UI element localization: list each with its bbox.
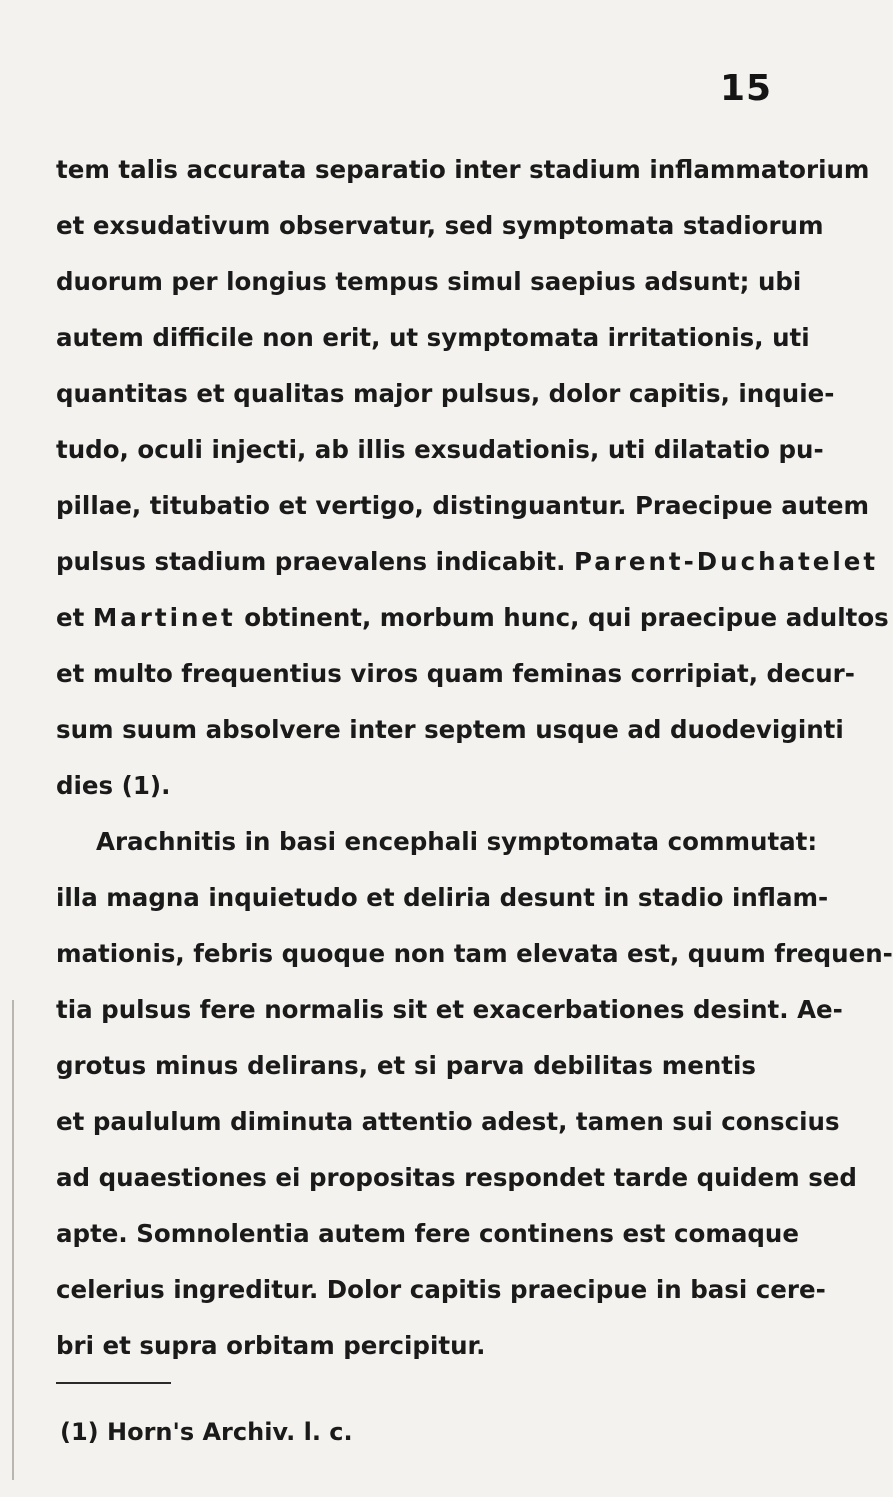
page-number: 15 <box>720 68 773 109</box>
text-line: et exsudativum observatur, sed symptomata stadiorum <box>56 211 824 240</box>
body-text <box>56 142 893 1374</box>
text-line: celerius ingreditur. Dolor capitis praecipue in basi cere- <box>56 1275 826 1304</box>
margin-shadow <box>12 1000 14 1480</box>
author-name: Martinet <box>92 603 236 632</box>
text-line: duorum per longius tempus simul saepius adsunt; ubi <box>56 267 802 296</box>
text-line: ad quaestiones ei propositas respondet tarde quidem sed <box>56 1163 857 1192</box>
text-line: et multo frequentius viros quam feminas corripiat, decur- <box>56 659 855 688</box>
text-line: tia pulsus fere normalis sit et exacerbationes desint. Ae- <box>56 995 843 1024</box>
text-line: autem difficile non erit, ut symptomata irritationis, uti <box>56 323 810 352</box>
text-line: grotus minus delirans, et si parva debilitas mentis <box>56 1051 756 1080</box>
text-line: et paululum diminuta attentio adest, tamen sui conscius <box>56 1107 840 1136</box>
text-line-with-name <box>56 534 879 590</box>
footnote: (1) Horn's Archiv. l. c. <box>60 1418 353 1446</box>
author-name: Parent-Duchatelet <box>573 547 879 576</box>
footnote-rule <box>56 1382 171 1384</box>
text-line-with-name <box>56 590 889 646</box>
text-line: sum suum absolvere inter septem usque ad duodeviginti <box>56 715 844 744</box>
text-line: apte. Somnolentia autem fere continens est comaque <box>56 1219 799 1248</box>
paragraph-start: Arachnitis in basi encephali symptomata commutat: <box>96 827 818 856</box>
text-line: bri et supra orbitam percipitur. <box>56 1331 486 1360</box>
text-line: dies (1). <box>56 771 171 800</box>
text-line: quantitas et qualitas major pulsus, dolor capitis, inquie- <box>56 379 835 408</box>
text-line: pillae, titubatio et vertigo, distinguantur. Praecipue autem <box>56 491 870 520</box>
text-fragment: pulsus stadium praevalens indicabit. <box>56 547 566 576</box>
text-line: tem talis accurata separatio inter stadium inflammatorium <box>56 155 870 184</box>
text-line: tudo, oculi injecti, ab illis exsudationis, uti dilatatio pu- <box>56 435 824 464</box>
text-line: mationis, febris quoque non tam elevata est, quum frequen- <box>56 939 893 968</box>
text-line: illa magna inquietudo et deliria desunt in stadio inflam- <box>56 883 829 912</box>
text-fragment: et <box>56 603 85 632</box>
text-fragment: obtinent, morbum hunc, qui praecipue adultos <box>244 603 889 632</box>
